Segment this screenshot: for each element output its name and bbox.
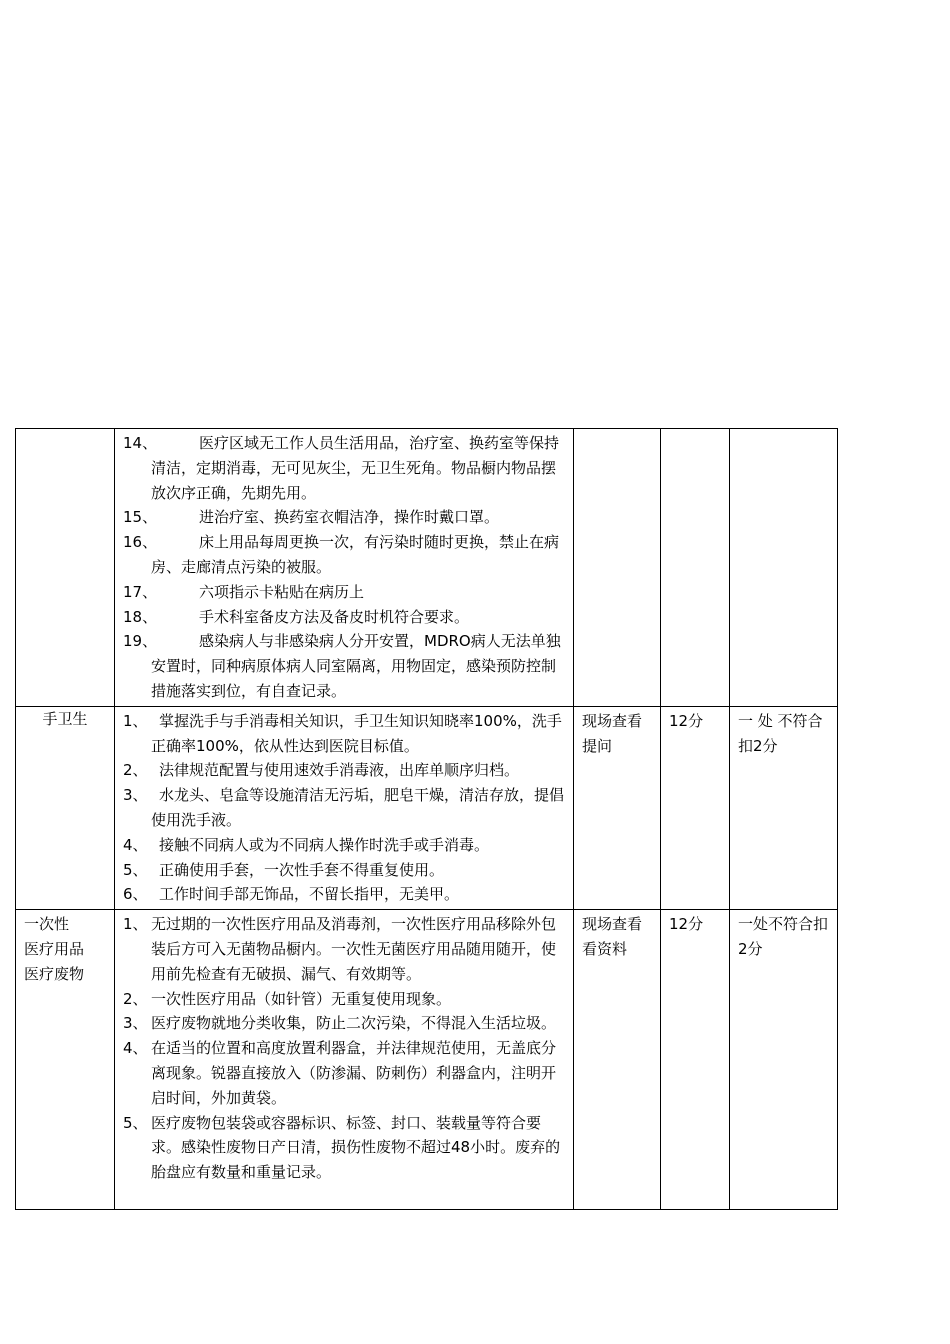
method-cell <box>574 910 661 1210</box>
list-item <box>123 580 565 605</box>
item-text: 接触不同病人或为不同病人操作时洗手或手消毒。 <box>159 835 490 854</box>
item-number: 4、 <box>123 1039 148 1058</box>
category-line: 一次性 <box>24 915 70 934</box>
category-cell <box>16 910 115 1210</box>
category-cell <box>16 429 115 707</box>
list-item <box>123 629 565 703</box>
item-number: 15、 <box>123 508 158 527</box>
item-number: 5、 <box>123 1113 148 1132</box>
item-text: 工作时间手部无饰品，不留长指甲，无美甲。 <box>159 885 460 904</box>
requirements-cell <box>115 910 574 1210</box>
category-line: 医疗用品 <box>24 939 85 958</box>
item-number: 1、 <box>123 711 148 730</box>
list-item <box>123 431 565 505</box>
table-row <box>16 429 838 707</box>
item-number: 19、 <box>123 632 158 651</box>
item-text: 床上用品每周更换一次，有污染时随时更换，禁止在病房、走廊清点污染的被服。 <box>151 533 560 576</box>
item-number: 3、 <box>123 1014 148 1033</box>
deduct-text: 一处不符合扣2分 <box>738 915 829 958</box>
item-number: 16、 <box>123 533 158 552</box>
item-text: 在适当的位置和高度放置利器盒，并法律规范使用，无盖底分离现象。锐器直接放入（防渗漏、防刺伤）利器盒内，注明开启时间，外加黄袋。 <box>151 1039 557 1107</box>
list-item <box>123 912 565 986</box>
item-number: 2、 <box>123 989 148 1008</box>
method-text: 现场查看提问 <box>582 711 643 755</box>
list-item <box>123 833 565 858</box>
item-text: 一次性医疗用品（如针管）无重复使用现象。 <box>151 989 452 1008</box>
list-item <box>123 1111 565 1185</box>
item-text: 医疗废物就地分类收集，防止二次污染，不得混入生活垃圾。 <box>151 1014 557 1033</box>
requirements-cell <box>115 429 574 707</box>
list-item <box>123 758 565 783</box>
item-text: 正确使用手套，一次性手套不得重复使用。 <box>159 860 445 879</box>
table-row <box>16 910 838 1210</box>
item-text: 掌握洗手与手消毒相关知识，手卫生知识知晓率100%，洗手正确率100%，依从性达到医院目标值。 <box>151 711 562 755</box>
item-number: 1、 <box>123 915 148 934</box>
score-text: 12分 <box>669 711 704 730</box>
deduct-cell <box>730 706 838 909</box>
category-line: 医疗废物 <box>24 964 85 983</box>
category-cell <box>16 706 115 909</box>
item-number: 3、 <box>123 786 148 805</box>
item-number: 4、 <box>123 835 148 854</box>
item-number: 6、 <box>123 885 148 904</box>
item-text: 感染病人与非感染病人分开安置，MDRO病人无法单独安置时，同种病原体病人同室隔离，用物固定，感染预防控制措施落实到位，有自查记录。 <box>151 632 561 700</box>
category-label: 手卫生 <box>42 709 88 728</box>
item-text: 六项指示卡粘贴在病历上 <box>199 582 365 601</box>
list-item <box>123 858 565 883</box>
list-item <box>123 530 565 580</box>
list-item <box>123 605 565 630</box>
list-item <box>123 987 565 1012</box>
item-number: 17、 <box>123 582 158 601</box>
list-item <box>123 1011 565 1036</box>
item-text: 医疗废物包装袋或容器标识、标签、封口、装载量等符合要求。感染性废物日产日清，损伤性废物不超过48小时。废弃的胎盘应有数量和重量记录。 <box>151 1113 561 1182</box>
method-cell <box>574 429 661 707</box>
score-cell <box>661 706 730 909</box>
list-item <box>123 505 565 530</box>
score-cell <box>661 429 730 707</box>
item-number: 14、 <box>123 434 158 452</box>
item-text: 无过期的一次性医疗用品及消毒剂，一次性医疗用品移除外包装后方可入无菌物品橱内。一次性无菌医疗用品随用随开，使用前先检查有无破损、漏气、有效期等。 <box>151 915 557 983</box>
item-number: 18、 <box>123 607 158 626</box>
list-item <box>123 882 565 907</box>
item-text: 法律规范配置与使用速效手消毒液，出库单顺序归档。 <box>159 761 520 780</box>
table-row <box>16 706 838 909</box>
item-text: 进治疗室、换药室衣帽洁净，操作时戴口罩。 <box>199 508 500 527</box>
item-text: 手术科室备皮方法及备皮时机符合要求。 <box>199 607 470 626</box>
requirements-cell <box>115 706 574 909</box>
method-cell <box>574 706 661 909</box>
deduct-text: 一 处 不符合 扣2分 <box>738 711 823 755</box>
score-cell <box>661 910 730 1210</box>
list-item <box>123 1036 565 1110</box>
item-text: 水龙头、皂盒等设施清洁无污垢，肥皂干燥，清洁存放，提倡使用洗手液。 <box>151 786 565 829</box>
score-text: 12分 <box>669 915 704 934</box>
deduct-cell <box>730 429 838 707</box>
inspection-table <box>15 428 838 1210</box>
item-text: 医疗区域无工作人员生活用品，治疗室、换药室等保持清洁，定期消毒，无可见灰尘，无卫生死角。物品橱内物品摆放次序正确，先期先用。 <box>151 434 560 502</box>
list-item <box>123 783 565 833</box>
list-item <box>123 709 565 759</box>
method-text: 现场查看看资料 <box>582 915 643 958</box>
item-number: 2、 <box>123 761 148 780</box>
item-number: 5、 <box>123 860 148 879</box>
deduct-cell <box>730 910 838 1210</box>
